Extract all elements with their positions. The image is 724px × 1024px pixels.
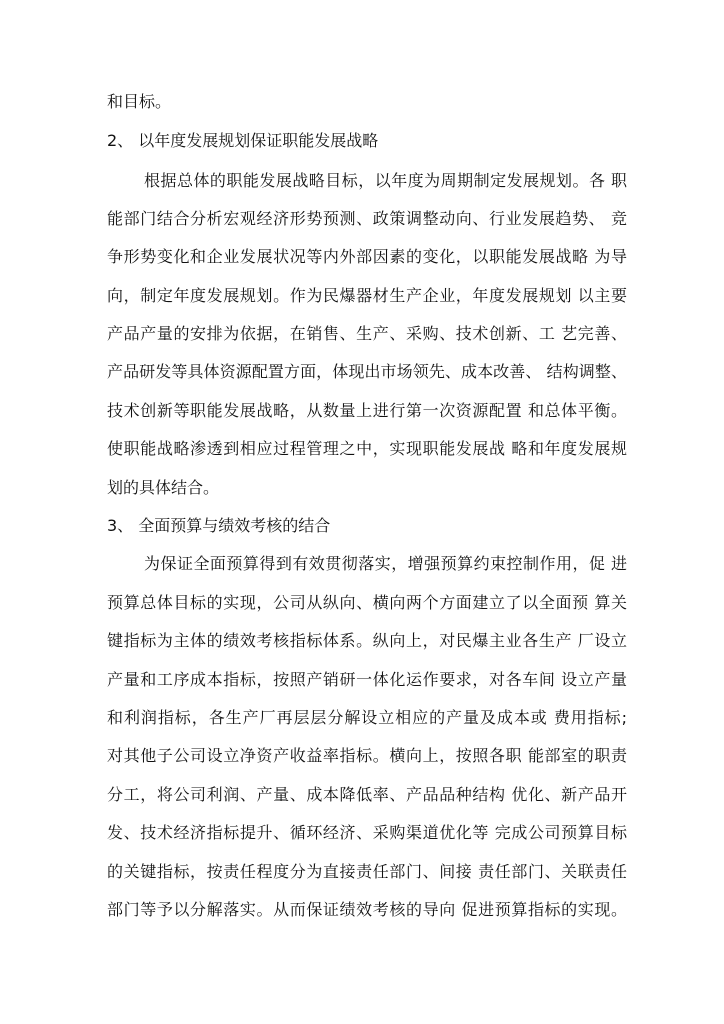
text-line: 对其他子公司设立净资产收益率指标。横向上，按照各职 能部室的职责 xyxy=(107,746,627,765)
text-line: 发、技术经济指标提升、循环经济、采购渠道优化等 完成公司预算目标 xyxy=(107,823,627,842)
section-heading: 3、 全面预算与绩效考核的结合 xyxy=(107,516,331,535)
text-line: 划的具体结合。 xyxy=(107,478,220,497)
text-line: 产量和工序成本指标，按照产销研一体化运作要求，对各车间 设立产量 xyxy=(107,670,627,689)
text-line: 为保证全面预算得到有效贯彻落实，增强预算约束控制作用，促 进 xyxy=(144,554,627,573)
text-line: 和目标。 xyxy=(107,92,172,111)
text-line: 部门等予以分解落实。从而保证绩效考核的导向 促进预算指标的实现。 xyxy=(107,900,627,919)
text-line: 分工，将公司利润、产量、成本降低率、产品品种结构 优化、新产品开 xyxy=(107,785,627,804)
text-line: 争形势变化和企业发展状况等内外部因素的变化，以职能发展战略 为导 xyxy=(107,247,627,266)
text-line: 和利润指标，各生产厂再层层分解设立相应的产量及成本或 费用指标; xyxy=(107,708,627,727)
text-line: 使职能战略渗透到相应过程管理之中，实现职能发展战 略和年度发展规 xyxy=(107,439,627,458)
text-line: 根据总体的职能发展战略目标，以年度为周期制定发展规划。各 职 xyxy=(144,171,627,190)
text-line: 能部门结合分析宏观经济形势预测、政策调整动向、行业发展趋势、 竞 xyxy=(107,209,627,228)
text-line: 产品研发等具体资源配置方面，体现出市场领先、成本改善、 结构调整、 xyxy=(107,362,627,381)
text-line: 预算总体目标的实现，公司从纵向、横向两个方面建立了以全面预 算关 xyxy=(107,593,627,612)
text-line: 向，制定年度发展规划。作为民爆器材生产企业，年度发展规划 以主要 xyxy=(107,286,627,305)
text-line: 键指标为主体的绩效考核指标体系。纵向上，对民爆主业各生产 厂设立 xyxy=(107,631,627,650)
text-line: 的关键指标，按责任程度分为直接责任部门、间接 责任部门、关联责任 xyxy=(107,862,627,881)
section-heading: 2、 以年度发展规划保证职能发展战略 xyxy=(107,131,379,150)
text-line: 产品产量的安排为依据，在销售、生产、采购、技术创新、工 艺完善、 xyxy=(107,324,627,343)
text-line: 技术创新等职能发展战略，从数量上进行第一次资源配置 和总体平衡。 xyxy=(107,401,627,420)
